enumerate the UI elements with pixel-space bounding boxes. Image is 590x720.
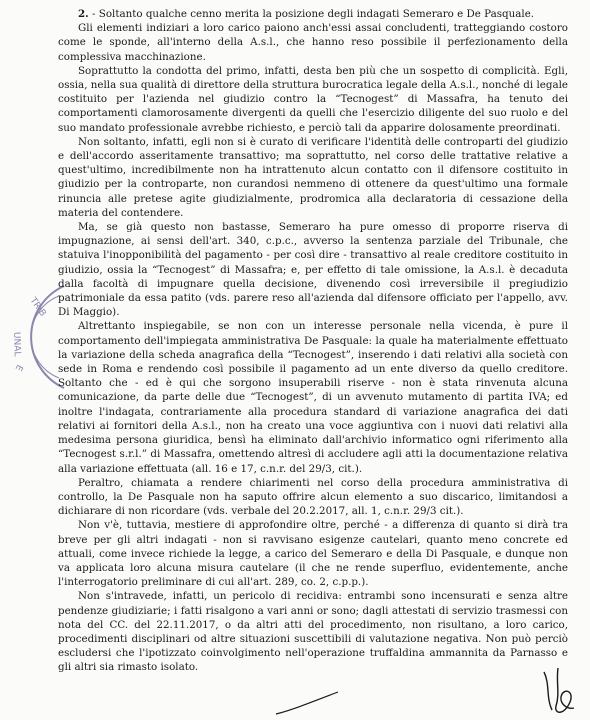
paragraph: Non v'è, tuttavia, mestiere di approfondire oltre, perché - a differenza di quanto si dirà tra breve per gli altri indagati - non si ravvisano esigenze cautelari, quanto meno concrete ed attuali, come invece richiede la legge, a carico del Semeraro e della Di Pasquale, e dunque non va applicata loro alcuna misura cautelare (il che ne rende superfluo, evidentemente, anche l'interrogatorio preliminare di cui all'art. 289, co. 2, c.p.p.).: [58, 519, 568, 589]
body-text: [58, 7, 568, 675]
paragraph: Peraltro, chiamata a rendere chiarimenti nel corso della procedura amministrativa di controllo, la De Pasquale non ha saputo offrire alcun elemento a suo discarico, limitandosi a dichiarare di non ricordare (vds. verbale del 20.2.2017, all. 1, c.n.r. 29/3 cit.).: [58, 476, 568, 518]
paragraph: Non s'intravede, infatti, un pericolo di recidiva: entrambi sono incensurati e senza altre pendenze giudiziarie; i fatti risalgono a vari anni or sono; dagli attestati di servizio trasmessi con nota del CC. del 22.11.2017, o da altri atti del procedimento, non risultano, a loro carico, procedimenti disciplinari od altre situazioni suscettibili di valutazione negativa. Non può perciò escludersi che l'ipotizzato coinvolgimento nell'operazione truffaldina ammannita da Parnasso e gli altri sia rimasto isolato.: [58, 590, 568, 674]
paragraph-text: - Soltanto qualche cenno merita la posizione degli indagati Semerаro e De Pasquale.: [88, 8, 535, 20]
paragraph: Ma, se già questo non bastasse, Semeraro ha pure omesso di proporre riserva di impugnazione, ai sensi dell'art. 340, c.p.c., avverso la sentenza parziale del Tribunale, che statuiva l'inopponibilità del pagamento - per così dire - transattivo al reale creditore costituito in giudizio, ossia la “Tecnogest” di Massafra; e, per effetto di tale omissione, la A.s.l. è decaduta dalla facoltà di impugnare quella decisione, divenendo così irreversibile il pregiudizio patrimoniale da essa patito (vds. parere reso all'azienda dal difensore officiato per l'appello, avv. Di Maggio).: [58, 221, 568, 319]
signature-stroke: [272, 690, 342, 718]
paragraph: Gli elementi indiziari a loro carico paiono anch'essi assai concludenti, tratteggiando costoro come le sponde, all'interno della A.s.l., che hanno reso possibile il perfezionamento della complessiva macchinazione.: [58, 22, 568, 63]
paragraph: Altrettanto inspiegabile, se non con un interesse personale nella vicenda, è pure il comportamento dell'impiegata amministrativa De Pasquale: la quale ha materialmente effettuato la variazione della scheda anagrafica della “Tecnogest”, inserendo i dati relativi alla società con sede in Roma e rendendo così possibile il pagamento ad un ente diverso da quello creditore. Soltanto che - ed è qui che sorgono insuperabili riserve - non è stata rinvenuta alcuna comunicazione, da parte delle due “Tecnogest”, di un avvenuto mutamento di partita IVA; ed inoltre l'indagata, contrariamente alla procedura standard di variazione anagrafica dei dati relativi ai fornitori della A.s.l., non ha creato una voce aggiuntiva con i nuovi dati relativi alla medesima persona giuridica, bensì ha eliminato dall'archivio informatico ogni riferimento alla “Tecnogest s.r.l.” di Massafra, omettendo altresì di accludere agli atti la documentazione relativa alla variazione effettuata (all. 16 e 17, c.n.r. del 29/3, cit.).: [58, 320, 568, 475]
svg-text:E: E: [12, 362, 25, 373]
paragraph: Soprattutto la condotta del primo, infatti, desta ben più che un sospetto di complicità. Egli, ossia, nella sua qualità di direttore della struttura burocratica legale della A.s.l., nonché di legale costituito per l'azienda nel giudizio contro la “Tecnogest” di Massafra, ha tenuto dei comportamenti clamorosamente divergenti da quelli che l'esercizio diligente del suo ruolo e del suo mandato professionale avrebbe richiesto, e perciò tali da apparire dolosamente preordinati.: [58, 64, 568, 134]
paragraph: Non soltanto, infatti, egli non si è curato di verificare l'identità delle controparti del giudizio e dell'accordo asseritamente transattivo; ma soprattutto, nel corso delle trattative relative a quest'ultimo, incredibilmente non ha intrattenuto alcun contatto con il difensore costituito in giudizio per la controparte, non curandosi nemmeno di ottenere da quest'ultimo una formale rinuncia alle pretese agite giudizialmente, prodromica alla declaratoria di cessazione della materia del contendere.: [58, 135, 568, 219]
section-number: 2.: [78, 8, 89, 20]
paragraph-2-heading: [58, 7, 568, 21]
signature-initials: [536, 664, 578, 720]
svg-text:UNAL: UNAL: [11, 331, 22, 357]
svg-text:TRIB: TRIB: [27, 295, 48, 319]
